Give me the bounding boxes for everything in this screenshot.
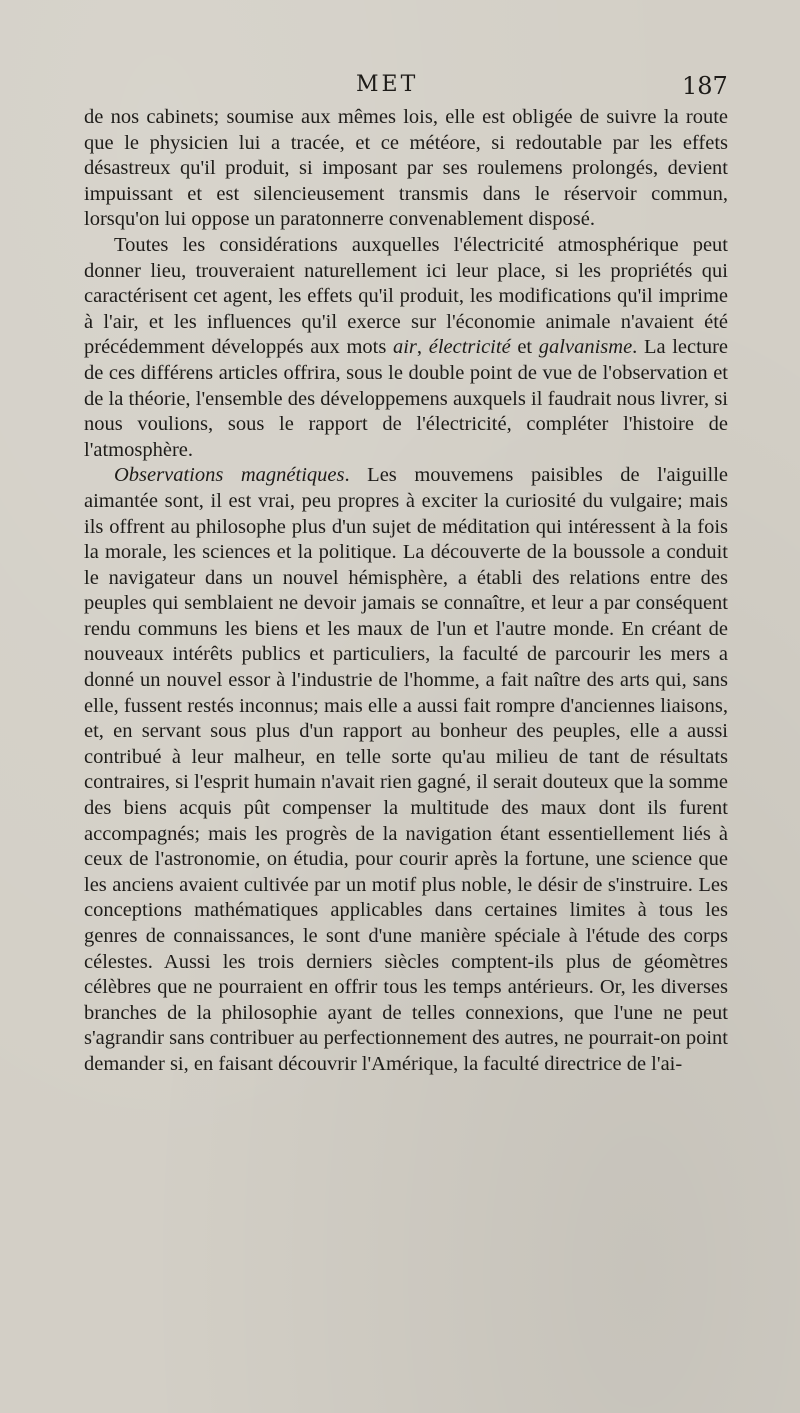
italic-term-electricite: électricité bbox=[428, 336, 511, 359]
running-head-title: MET bbox=[356, 72, 419, 97]
italic-term-air: air bbox=[392, 336, 417, 359]
text-run: , bbox=[416, 336, 429, 359]
paragraph-continuation bbox=[84, 105, 728, 233]
text-run: de nos cabinets; soumise aux mêmes lois, elle est obligée de suivre la route que le physicien lui a tracée, et ce météore, si redoutable par les effets désastreux qu'il produit, si imposant par ses roulemens prolongés, devient impuissant et est silencieusement transmis dans le réservoir commun, lorsqu'on lui oppose un paratonnerre convenablement disposé. bbox=[84, 106, 728, 231]
running-head bbox=[0, 72, 800, 104]
paragraph-atmospheric-electricity bbox=[84, 233, 728, 463]
body-text bbox=[84, 105, 728, 1078]
paragraph-magnetic-observations bbox=[84, 463, 728, 1077]
text-run: Toutes les considérations auxquelles l'électricité atmosphérique peut donner lieu, trouveraient naturellement ici leur place, si les propriétés qui caractérisent cet agent, les effets qu'il produit, les modifications qu'il imprime à l'air, et les influences qu'il exerce sur l'économie animale n'avaient été précédemment développés aux mots bbox=[84, 233, 728, 359]
text-run: . Les mouvemens paisibles de l'aiguille aimantée sont, il est vrai, peu propres à exciter la curiosité du vulgaire; mais ils offrent au philosophe plus d'un sujet de méditation qui intéressent à la fois la morale, les sciences et la politique. La découverte de la boussole a conduit le navigateur dans un nouvel hémisphère, a établi des relations entre des peuples qui semblaient ne devoir jamais se connaître, et leur a par conséquent rendu communs les biens et les maux de l'un et l'autre monde. En créant de nouveaux intérêts publics et particuliers, la faculté de parcourir les mers a donné un nouvel essor à l'industrie de l'homme, a fait naître des arts qui, sans elle, fussent restés inconnus; mais elle a aussi fait rompre d'anciennes liaisons, et, en servant sous plus d'un rapport au bonheur des peuples, elle a aussi contribué à leur malheur, en telle sorte qu'au milieu de tant de résultats contraires, si l'esprit humain n'avait rien gagné, il serait douteux que la somme des biens acquis pût compenser la multitude des maux dont ils furent accompagnés; mais les progrès de la navigation étant essentiellement liés à ceux de l'astronomie, on étudia, pour courir après la fortune, une science que les anciens avaient cultivée par un motif plus noble, le désir de s'instruire. Les conceptions mathématiques applicables dans certaines limites à tous les genres de connaissances, le sont d'une manière spéciale à l'étude des corps célestes. Aussi les trois derniers siècles comptent-ils plus de géomètres célèbres que ne pourraient en offrir tous les temps antérieurs. Or, les diverses branches de la philosophie ayant de telles connexions, que l'une ne peut s'agrandir sans contribuer au perfectionnement des autres, ne pourrait-on point demander si, en faisant découvrir l'Amérique, la faculté directrice de l'ai- bbox=[84, 464, 728, 1075]
page-number: 187 bbox=[682, 72, 728, 100]
text-run: et bbox=[510, 336, 539, 359]
section-heading-observations-magnetiques: Observations magnétiques bbox=[114, 464, 345, 487]
italic-term-galvanisme: galvanisme bbox=[538, 336, 633, 359]
text-run: . La lecture de ces différens articles offrira, sous le double point de vue de l'observation et de la théorie, l'ensemble des développemens auxquels il faudrait nous livrer, si nous voulions, sous le rapport de l'électricité, compléter l'histoire de l'atmosphère. bbox=[84, 336, 729, 461]
